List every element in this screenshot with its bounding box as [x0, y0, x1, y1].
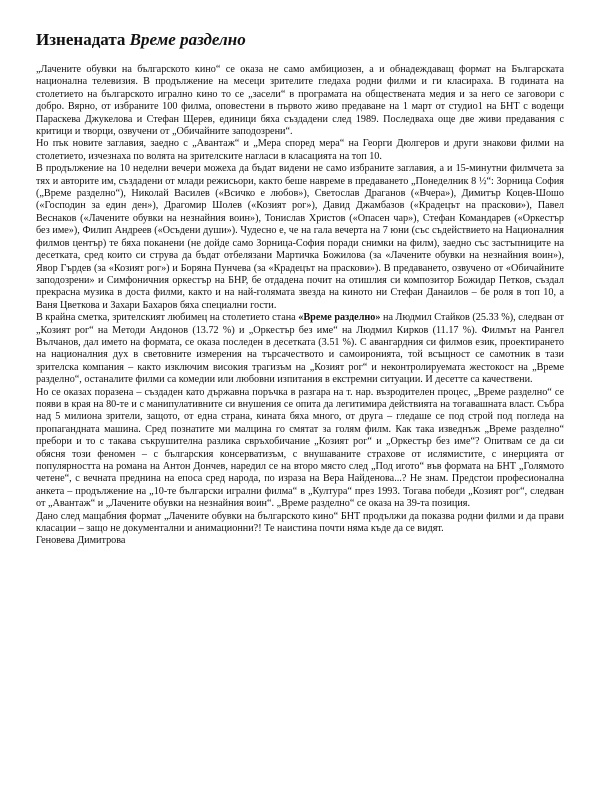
paragraph-2: Но пък новите заглавия, заедно с „Авантаж“ и „Мера според мера“ на Георги Дюлгеров и други знакови филми на столетието, изчезнаха по волята на зрителските нагласи в класацията на топ 10.: [36, 138, 564, 162]
paragraph-1: „Лачените обувки на българското кино“ се оказа не само амбициозен, а и обнадеждаващ формат на Българската национална телевизия. В продължение на месеци зрителите гледаха родни филми и ги класираха. В годината на столетието на българското игрално кино то се „засели“ в програмата на обществената медия и за него се заговори с добро. Вярно, от избраните 100 филма, оповестени в първото живо предаване на 1 март от студио1 на БНТ с водещи Параскева Джукелова и Стефан Щерев, единици бяха създадени след 1989. Последваха още две живи предавания с критици и творци, озвучени от „Обичайните заподозрени“.: [36, 64, 564, 138]
article: [36, 30, 564, 548]
author-name: Геновева Димитрова: [36, 535, 126, 547]
bold-film-title: «Време разделно»: [298, 312, 381, 324]
paragraph-6: Дано след мащабния формат „Лачените обувки на българското кино“ БНТ продължи да показва родни филми и да прави класации – защо не документални и анимационни?! Те наистина почти няма къде да се видят.: [36, 510, 564, 535]
article-title: [36, 30, 564, 50]
paragraph-5: Но се оказах поразена – създаден като държавна поръчка в разгара на т. нар. възродителен процес, „Време разделно“ се появи в края на 80-те и с манипулативните си внушения се опита да легитимира действията на тогавашната власт. Събра над 5 милиона зрители, защото, от една страна, кината бяха много, от друга – гледаше се под строй под погледа на пропагандната машина. Сред познатите ми малцина го смятат за голям филм. Как така изведнъж „Време разделно“ пребори и то с такава съкрушителна разлика свръхобичание „Козият рог“ и „Оркестър без име“? Опитвам се да си обясня този феномен – с българския консерватизъм, с внушаваните страхове от ислямистите, с инерцията от популярността на романа на Антон Дончев, наредил се на второ място след „Под игото“ във формата на БНТ „Голямото четене“, с вечната преднина на епоса сред народа, по израза на Вера Найденова...? Не знам. Предстои професионална анкета – продължение на „10-те български игрални филма“ в „Култура“ през 1993. Тогава победи „Козият рог“, следван от „Авантаж“ и „Лачените обувки на незнайния воин“. „Време разделно“ се оказа на 39-та позиция.: [36, 386, 564, 510]
paragraph-4: В крайна сметка, зрителският любимец на столетието стана «Време разделно» на Людмил Стайков (25.33 %), следван от „Козият рог“ на Методи Андонов (13.72 %) и „Оркестър без име“ на Людмил Кирков (11.17 %). Филмът на Рангел Вълчанов, дал името на формата, се оказа последен в десетката (3.51 %). С авангардния си филмов език, проектирането на националния дух в световните измерения на търсачеството и самоиронията, той всъщност се самотник в тази зрителска компания – както изключим високия трагизъм на „Козият рог“ и неконтролируемата жестокост на „Време разделно“, останалите филми са комедии или любовни изпитания в екстремни ситуации. И десетте са качествени.: [36, 312, 565, 386]
article-title-italic: Време разделно: [129, 30, 246, 49]
paragraph-3: В продължение на 10 неделни вечери можеха да бъдат видени не само избраните заглавия, а и 15-минутни филмчета за тях и авторите им, създадени от млади режисьори, както беше навреме в предаването „Понеделник 8 ½“: Зорница София („Време разделно“), Николай Василев («Всичко е любов»), Светослав Драганов («Вчера»), Димитър Коцев-Шошо («Господин за един ден»), Драгомир Шолев («Козият рог»), Давид Джамбазов («Крадецът на праскови»), Павел Веснаков («Лачените обувки на незнайния воин»), Тонислав Христов («Опасен чар»), Стефан Командарев («Оркестър без име»), Филип Андреев («Осъдени души»). Чудесно е, че на гала вечерта на 7 юни (със съдействието на Националния филмов център) те бяха поканени (не дойде само Зорница-София поради снимки на филм), заедно със застъпниците на десетката, сред които си струва да бъдат отбелязани Мартичка Божилова (за «Лачените обувки на незнайния воин»), Явор Гърдев (за «Козият рог») и Боряна Пунчева (за «Крадецът на праскови»). В предаването, озвучено от «Обичайните заподозрени» и Симфоничния оркестър на БНР, бе отдадена почит на отишлия си композитор Божидар Петков, създал прекрасна музика в доста филми, както и на най-голямата звезда на киното ни Стефан Данаилов – бе роля в топ 10, а Ваня Цветкова и Захари Бахаров бяха специални гости.: [36, 163, 564, 311]
article-title-plain: Изненадата: [36, 30, 130, 49]
